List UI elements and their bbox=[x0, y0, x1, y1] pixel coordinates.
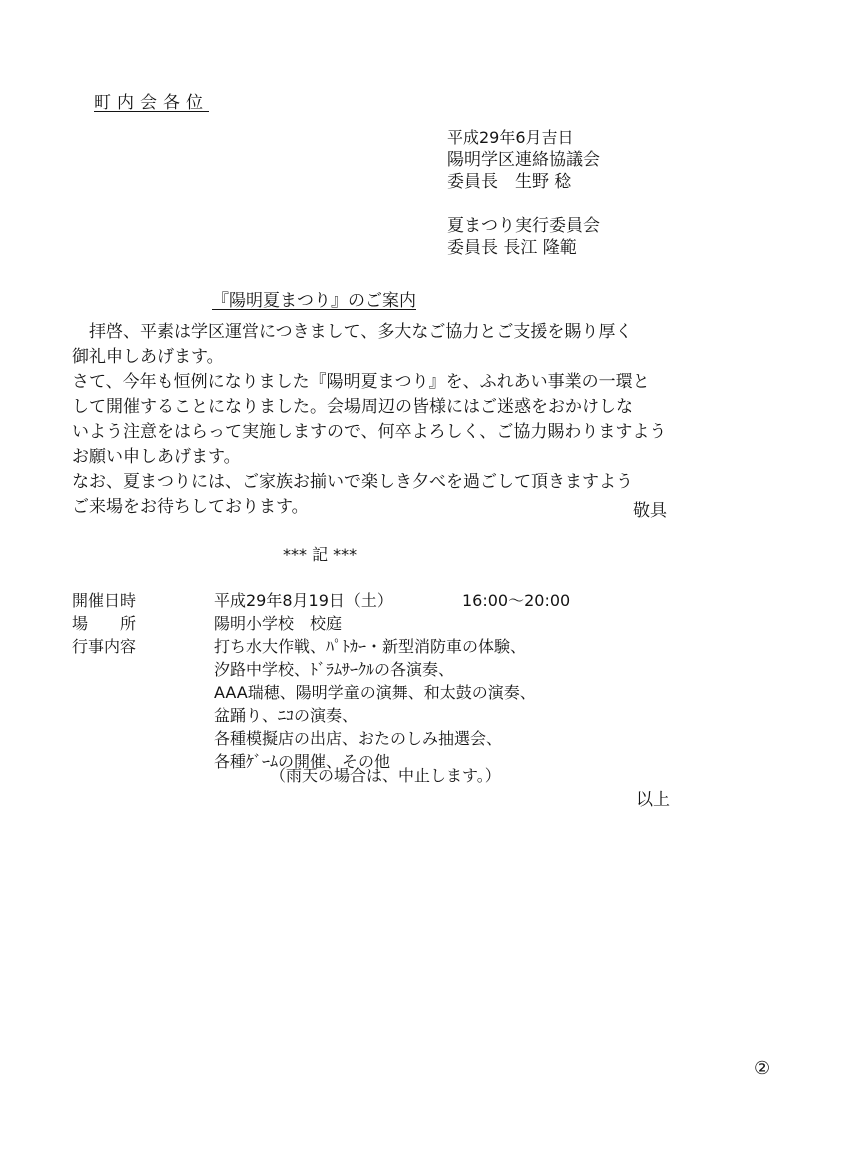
sender-org-1: 陽明学区連絡協議会 bbox=[447, 150, 600, 170]
addressee: 町内会各位 bbox=[94, 93, 209, 113]
event-line: 打ち水大作戦、ﾊﾟﾄｶｰ・新型消防車の体験、 bbox=[214, 637, 527, 656]
event-line: 盆踊り、ﾆｺの演奏、 bbox=[214, 706, 359, 725]
ki-heading: *** 記 *** bbox=[283, 545, 358, 564]
body-line: して開催することになりました。会場周辺の皆様にはご迷惑をおかけしな bbox=[72, 397, 633, 417]
body-line: 御礼申しあげます。 bbox=[72, 347, 224, 367]
body-line: ご来場をお待ちしております。 bbox=[72, 497, 309, 517]
events-label: 行事内容 bbox=[72, 637, 137, 656]
rain-note: （雨天の場合は、中止します。） bbox=[270, 766, 501, 785]
datetime-value: 平成29年8月19日（土） bbox=[214, 591, 393, 610]
sender-chair-2: 委員長 長江 隆範 bbox=[447, 238, 577, 258]
sender-date: 平成29年6月吉日 bbox=[447, 128, 574, 147]
sender-chair-1: 委員長 生野 稔 bbox=[447, 172, 572, 192]
body-line: さて、今年も恒例になりました『陽明夏まつり』を、ふれあい事業の一環と bbox=[72, 372, 650, 392]
place-label: 場 所 bbox=[72, 614, 137, 633]
body-line: なお、夏まつりには、ご家族お揃いで楽しき夕べを過ごして頂きますよう bbox=[72, 472, 633, 492]
event-line: 各種ｹﾞｰﾑの開催、その他 bbox=[214, 752, 391, 771]
event-line: 汐路中学校、ﾄﾞﾗﾑｻｰｸﾙの各演奏、 bbox=[214, 660, 455, 679]
body-line: いよう注意をはらって実施しますので、何卒よろしく、ご協力賜わりますよう bbox=[72, 422, 667, 442]
page-number: ② bbox=[754, 1058, 771, 1079]
event-line: AAA瑞穂、陽明学童の演舞、和太鼓の演奏、 bbox=[214, 683, 536, 702]
place-value: 陽明小学校 校庭 bbox=[214, 614, 343, 633]
document-title: 『陽明夏まつり』のご案内 bbox=[212, 291, 416, 311]
event-line: 各種模擬店の出店、おたのしみ抽選会、 bbox=[214, 729, 503, 748]
end-mark: 以上 bbox=[636, 790, 670, 810]
body-line: 拝啓、平素は学区運営につきまして、多大なご協力とご支援を賜り厚く bbox=[72, 322, 633, 342]
time-value: 16:00～20:00 bbox=[462, 591, 571, 610]
sender-org-2: 夏まつり実行委員会 bbox=[447, 216, 600, 236]
body-line: お願い申しあげます。 bbox=[72, 447, 241, 467]
datetime-label: 開催日時 bbox=[72, 591, 137, 610]
closing-keigu: 敬具 bbox=[633, 501, 667, 521]
